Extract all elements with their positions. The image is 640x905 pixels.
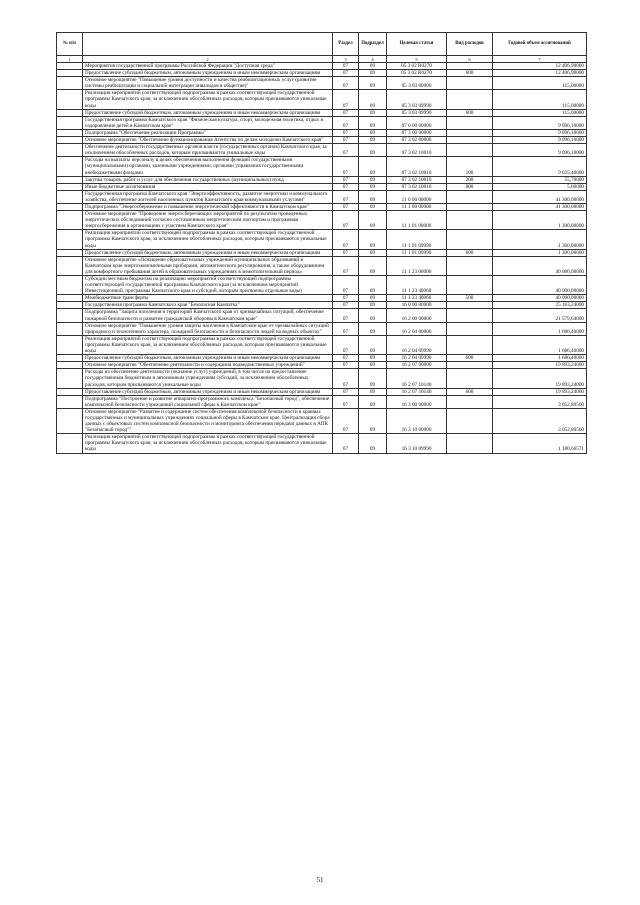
cell-podrazdel: 09 bbox=[359, 256, 387, 275]
cell-num bbox=[57, 230, 83, 249]
header-name bbox=[83, 33, 333, 56]
cell-expense-type: 600 bbox=[447, 355, 493, 362]
cell-razdel: 07 bbox=[333, 434, 359, 453]
cell-amount: 115,00000 bbox=[493, 90, 587, 109]
cell-podrazdel: 09 bbox=[359, 249, 387, 256]
page-number: 51 bbox=[316, 876, 324, 884]
table-body bbox=[57, 63, 587, 454]
cell-razdel: 07 bbox=[333, 144, 359, 157]
cell-amount: 12 406,90000 bbox=[493, 70, 587, 77]
cell-name: Государственная программа Камчатского края "Физическая культура, спорт, молодежная политика, отдых и оздоровление детей в Камчатском крае" bbox=[83, 116, 333, 129]
table-row bbox=[57, 116, 587, 129]
cell-num bbox=[57, 211, 83, 230]
cell-amount: 3 052,80560 bbox=[493, 408, 587, 433]
cell-podrazdel: 09 bbox=[359, 302, 387, 309]
table-row bbox=[57, 302, 587, 309]
cell-amount: 9 096,10000 bbox=[493, 129, 587, 136]
header-num: № п/п bbox=[57, 33, 83, 56]
cell-target-article: 11 1 01 00000 bbox=[387, 211, 447, 230]
cell-name: Иные бюджетные ассигнования bbox=[83, 183, 333, 190]
cell-amount: 41 300,00000 bbox=[493, 190, 587, 203]
cell-podrazdel: 09 bbox=[359, 211, 387, 230]
cell-razdel: 07 bbox=[333, 157, 359, 176]
cell-expense-type bbox=[447, 211, 493, 230]
cell-razdel: 07 bbox=[333, 395, 359, 408]
cell-podrazdel: 09 bbox=[359, 183, 387, 190]
cell-podrazdel: 09 bbox=[359, 137, 387, 144]
column-index: 5 bbox=[387, 56, 447, 63]
cell-name: Предоставление субсидий бюджетным, автономным учреждениям и иным некоммерческим организациям bbox=[83, 249, 333, 256]
cell-name: Реализация мероприятий соответствующей подпрограммы в рамках соответствующей государственной программы Камчатского края, за исключением обособленных расходов, которым присваиваются уникальные коды bbox=[83, 434, 333, 453]
table-row bbox=[57, 109, 587, 116]
cell-num bbox=[57, 388, 83, 395]
cell-name: Предоставление субсидий бюджетным, автономным учреждениям и иным некоммерческим организациям bbox=[83, 355, 333, 362]
cell-expense-type: 600 bbox=[447, 109, 493, 116]
column-index: 2 bbox=[83, 56, 333, 63]
cell-expense-type bbox=[447, 369, 493, 388]
cell-name: Основное мероприятие "Развитие и содержание систем обеспечения комплексной безопасности в краевых государственных и муниципальных учреждениях социальной сферы в Камчатском крае. Централизация сбора данных с объектовых систем комплексной безопасности и мониторинга обеспечения передачи данных в АПК "Безопасный город"" bbox=[83, 408, 333, 433]
cell-name: Предоставление субсидий бюджетным, автономным учреждениям и иным некоммерческим организациям bbox=[83, 109, 333, 116]
cell-target-article: 11 1 23 40060 bbox=[387, 295, 447, 302]
table-row bbox=[57, 249, 587, 256]
cell-target-article: 05 3 03 00000 bbox=[387, 77, 447, 90]
cell-amount: 25 163,24000 bbox=[493, 302, 587, 309]
cell-expense-type bbox=[447, 362, 493, 369]
cell-podrazdel: 09 bbox=[359, 63, 387, 70]
cell-amount: 1 300,00000 bbox=[493, 249, 587, 256]
cell-target-article: 05 3 03 09990 bbox=[387, 109, 447, 116]
cell-num bbox=[57, 369, 83, 388]
cell-target-article: 07 3 02 00000 bbox=[387, 137, 447, 144]
cell-amount: 115,00000 bbox=[493, 109, 587, 116]
cell-amount: 19 893,24000 bbox=[493, 362, 587, 369]
cell-amount: 1 686,40000 bbox=[493, 335, 587, 354]
cell-podrazdel: 09 bbox=[359, 335, 387, 354]
table-row bbox=[57, 230, 587, 249]
cell-num bbox=[57, 70, 83, 77]
cell-name: Предоставление субсидий бюджетным, автономным учреждениям и иным некоммерческим организациям bbox=[83, 388, 333, 395]
cell-num bbox=[57, 157, 83, 176]
cell-razdel: 07 bbox=[333, 70, 359, 77]
cell-expense-type bbox=[447, 116, 493, 129]
cell-target-article: 07 3 02 10010 bbox=[387, 183, 447, 190]
table-row bbox=[57, 77, 587, 90]
cell-amount: 1 300,00000 bbox=[493, 211, 587, 230]
cell-expense-type bbox=[447, 63, 493, 70]
cell-expense-type: 100 bbox=[447, 157, 493, 176]
cell-podrazdel: 09 bbox=[359, 176, 387, 183]
cell-amount: 115,00000 bbox=[493, 77, 587, 90]
cell-expense-type bbox=[447, 137, 493, 144]
cell-num bbox=[57, 408, 83, 433]
cell-amount: 55,70000 bbox=[493, 176, 587, 183]
cell-num bbox=[57, 362, 83, 369]
cell-razdel: 07 bbox=[333, 230, 359, 249]
cell-expense-type bbox=[447, 408, 493, 433]
table-row bbox=[57, 388, 587, 395]
cell-num bbox=[57, 309, 83, 322]
cell-podrazdel: 09 bbox=[359, 395, 387, 408]
cell-razdel: 07 bbox=[333, 129, 359, 136]
cell-target-article: 05 3 02 R0270 bbox=[387, 63, 447, 70]
cell-target-article: 11 1 01 09990 bbox=[387, 249, 447, 256]
cell-razdel: 07 bbox=[333, 322, 359, 335]
cell-razdel: 07 bbox=[333, 355, 359, 362]
cell-num bbox=[57, 203, 83, 210]
cell-name: Расходы на обеспечение деятельности (оказание услуг) учреждений, в том числе на предоставление государственным бюджетным и автономным учреждениям субсидий, за исключением обособленных расходов, которым присваиваются уникальные коды bbox=[83, 369, 333, 388]
cell-podrazdel: 09 bbox=[359, 116, 387, 129]
budget-table bbox=[56, 32, 587, 454]
column-index: 6 bbox=[447, 56, 493, 63]
cell-amount: 19 893,24000 bbox=[493, 369, 587, 388]
cell-target-article: 16 3 10 00000 bbox=[387, 408, 447, 433]
cell-razdel: 07 bbox=[333, 203, 359, 210]
cell-podrazdel: 09 bbox=[359, 276, 387, 295]
cell-expense-type bbox=[447, 230, 493, 249]
cell-num bbox=[57, 183, 83, 190]
cell-amount: 1 686,40000 bbox=[493, 355, 587, 362]
cell-num bbox=[57, 116, 83, 129]
cell-target-article: 11 1 23 00000 bbox=[387, 256, 447, 275]
cell-podrazdel: 09 bbox=[359, 144, 387, 157]
header-row bbox=[57, 33, 587, 56]
cell-amount: 9 035,40000 bbox=[493, 157, 587, 176]
cell-amount: 9 096,10000 bbox=[493, 144, 587, 157]
cell-target-article: 07 3 02 10010 bbox=[387, 176, 447, 183]
cell-name: Межбюджетные трансферты bbox=[83, 295, 333, 302]
cell-num bbox=[57, 434, 83, 453]
cell-amount: 40 000,00000 bbox=[493, 256, 587, 275]
cell-expense-type bbox=[447, 190, 493, 203]
cell-expense-type bbox=[447, 144, 493, 157]
cell-expense-type: 600 bbox=[447, 388, 493, 395]
cell-target-article: 16 2 07 10140 bbox=[387, 388, 447, 395]
header-razdel: Раздел bbox=[333, 33, 359, 56]
cell-num bbox=[57, 129, 83, 136]
table-row bbox=[57, 369, 587, 388]
table-row bbox=[57, 183, 587, 190]
cell-name: Субсидии местным бюджетам на реализацию мероприятий соответствующей подпрограммы соответствующей государственной программы Камчатского края (за исключением мероприятий Инвестиционной, программы Камчатского края и субсидий, которым присвоены отдельные коды) bbox=[83, 276, 333, 295]
cell-razdel: 07 bbox=[333, 77, 359, 90]
cell-razdel: 07 bbox=[333, 295, 359, 302]
cell-amount: 12 406,90000 bbox=[493, 63, 587, 70]
cell-name: Основное мероприятие "Повышение уровня доступности и качества реабилитационных услуг (развитие системы реабилитации и социальной интеграции инвалидов в обществе)" bbox=[83, 77, 333, 90]
cell-target-article: 11 1 01 09990 bbox=[387, 230, 447, 249]
cell-target-article: 07 3 02 10010 bbox=[387, 157, 447, 176]
table-row bbox=[57, 190, 587, 203]
cell-num bbox=[57, 355, 83, 362]
cell-amount: 21 579,64000 bbox=[493, 309, 587, 322]
cell-podrazdel: 09 bbox=[359, 295, 387, 302]
cell-num bbox=[57, 77, 83, 90]
cell-num bbox=[57, 249, 83, 256]
table-row bbox=[57, 63, 587, 70]
cell-podrazdel: 09 bbox=[359, 408, 387, 433]
cell-razdel: 07 bbox=[333, 388, 359, 395]
cell-razdel: 07 bbox=[333, 90, 359, 109]
cell-target-article: 16 3 10 09990 bbox=[387, 434, 447, 453]
table-row bbox=[57, 408, 587, 433]
cell-razdel: 07 bbox=[333, 137, 359, 144]
cell-num bbox=[57, 302, 83, 309]
cell-razdel: 07 bbox=[333, 362, 359, 369]
cell-podrazdel: 09 bbox=[359, 109, 387, 116]
cell-target-article: 16 0 00 00000 bbox=[387, 302, 447, 309]
cell-name: Подпрограмма "Защита населения и территорий Камчатского края от чрезвычайных ситуаций, обеспечение пожарной безопасности и развитие гражданской обороны в Камчатском крае" bbox=[83, 309, 333, 322]
cell-amount: 5,00000 bbox=[493, 183, 587, 190]
table-row bbox=[57, 395, 587, 408]
table-row bbox=[57, 335, 587, 354]
cell-num bbox=[57, 395, 83, 408]
cell-num bbox=[57, 63, 83, 70]
column-index: 3 bbox=[333, 56, 359, 63]
cell-num bbox=[57, 137, 83, 144]
cell-amount: 41 300,00000 bbox=[493, 203, 587, 210]
cell-razdel: 07 bbox=[333, 256, 359, 275]
cell-expense-type: 200 bbox=[447, 176, 493, 183]
cell-num bbox=[57, 276, 83, 295]
cell-num bbox=[57, 322, 83, 335]
cell-name: Подпрограмма "Построение и развитие аппаратно-программного комплекса "Безопасный город", обеспечение комплексной безопасности учреждений социальной сферы в Камчатском крае" bbox=[83, 395, 333, 408]
cell-podrazdel: 09 bbox=[359, 230, 387, 249]
cell-name: Основное мероприятие "Обеспечение деятельности и содержания подведомственных учреждений" bbox=[83, 362, 333, 369]
column-index: 4 bbox=[359, 56, 387, 63]
table-row bbox=[57, 362, 587, 369]
cell-name: Закупка товаров, работ и услуг для обеспечения государственных (муниципальных) нужд bbox=[83, 176, 333, 183]
cell-razdel: 07 bbox=[333, 249, 359, 256]
header-podrazdel: Подраздел bbox=[359, 33, 387, 56]
table-row bbox=[57, 144, 587, 157]
table-row bbox=[57, 256, 587, 275]
cell-num bbox=[57, 144, 83, 157]
header-expense-type: Вид расходов bbox=[447, 33, 493, 56]
table-row bbox=[57, 157, 587, 176]
table-row bbox=[57, 129, 587, 136]
table-row bbox=[57, 203, 587, 210]
cell-razdel: 07 bbox=[333, 116, 359, 129]
cell-target-article: 07 0 00 00000 bbox=[387, 116, 447, 129]
cell-target-article: 16 2 00 00000 bbox=[387, 309, 447, 322]
table-row bbox=[57, 211, 587, 230]
cell-name: Государственная программа Камчатского края "Энергоэффективность, развитие энергетики и коммунального хозяйства, обеспечение жителей населенных пунктов Камчатского края коммунальными услугами" bbox=[83, 190, 333, 203]
cell-amount: 9 096,10000 bbox=[493, 116, 587, 129]
cell-razdel: 07 bbox=[333, 190, 359, 203]
cell-name: Мероприятия государственной программы Российской Федерации "Доступная среда" bbox=[83, 63, 333, 70]
cell-razdel: 07 bbox=[333, 63, 359, 70]
cell-name: Основное мероприятие «Оснащение образовательных учреждений муниципальных образований в Камчатском крае энергоэкономичными приборами, автоматического регулирования, а также оборудованием для комфортного пребывания детей в образовательных учреждениях в межотопительный период» bbox=[83, 256, 333, 275]
cell-razdel: 07 bbox=[333, 109, 359, 116]
header-annual-amount: Годовой объем ассигнований bbox=[493, 33, 587, 56]
cell-podrazdel: 09 bbox=[359, 70, 387, 77]
header-target-article: Целевая статья bbox=[387, 33, 447, 56]
table-row bbox=[57, 90, 587, 109]
table-row bbox=[57, 295, 587, 302]
cell-target-article: 11 1 23 40060 bbox=[387, 276, 447, 295]
cell-expense-type: 500 bbox=[447, 295, 493, 302]
budget-table-container bbox=[56, 32, 586, 454]
cell-expense-type: 600 bbox=[447, 249, 493, 256]
cell-expense-type bbox=[447, 395, 493, 408]
cell-num bbox=[57, 295, 83, 302]
cell-target-article: 16 2 07 10140 bbox=[387, 369, 447, 388]
cell-razdel: 07 bbox=[333, 176, 359, 183]
cell-target-article: 07 3 00 00000 bbox=[387, 129, 447, 136]
cell-amount: 1 300,00000 bbox=[493, 230, 587, 249]
cell-podrazdel: 09 bbox=[359, 309, 387, 322]
cell-razdel: 07 bbox=[333, 309, 359, 322]
cell-expense-type bbox=[447, 90, 493, 109]
cell-razdel: 07 bbox=[333, 369, 359, 388]
column-index-row bbox=[57, 56, 587, 63]
cell-razdel: 07 bbox=[333, 183, 359, 190]
cell-expense-type: 600 bbox=[447, 70, 493, 77]
cell-expense-type bbox=[447, 129, 493, 136]
cell-amount: 40 000,00000 bbox=[493, 295, 587, 302]
cell-podrazdel: 09 bbox=[359, 434, 387, 453]
cell-target-article: 16 2 07 00000 bbox=[387, 362, 447, 369]
cell-amount: 1 180,66571 bbox=[493, 434, 587, 453]
cell-expense-type bbox=[447, 335, 493, 354]
cell-podrazdel: 09 bbox=[359, 388, 387, 395]
cell-expense-type bbox=[447, 203, 493, 210]
cell-name: Подпрограмма "Обеспечение реализации Программы" bbox=[83, 129, 333, 136]
cell-name: Подпрограмма "Энергосбережение и повышение энергетической эффективности в Камчатском крае" bbox=[83, 203, 333, 210]
cell-expense-type bbox=[447, 276, 493, 295]
cell-name: Реализация мероприятий соответствующей подпрограммы в рамках соответствующей государственной программы Камчатского края, за исключением обособленных расходов, которым присваиваются уникальные коды bbox=[83, 335, 333, 354]
cell-num bbox=[57, 256, 83, 275]
cell-expense-type bbox=[447, 302, 493, 309]
cell-amount: 9 096,10000 bbox=[493, 137, 587, 144]
cell-amount: 19 893,24000 bbox=[493, 388, 587, 395]
table-row bbox=[57, 70, 587, 77]
cell-expense-type bbox=[447, 256, 493, 275]
cell-podrazdel: 09 bbox=[359, 77, 387, 90]
cell-amount: 40 000,00000 bbox=[493, 276, 587, 295]
cell-target-article: 07 3 02 10010 bbox=[387, 144, 447, 157]
cell-razdel: 07 bbox=[333, 211, 359, 230]
cell-target-article: 16 2 04 09990 bbox=[387, 355, 447, 362]
table-row bbox=[57, 137, 587, 144]
cell-num bbox=[57, 90, 83, 109]
cell-name: Реализация мероприятий соответствующей подпрограммы в рамках соответствующей государственной программы Камчатского края, за исключением обособленных расходов, которым присваиваются уникальные коды bbox=[83, 230, 333, 249]
table-row bbox=[57, 176, 587, 183]
cell-name: Основное мероприятие "Повышение уровня защиты населения в Камчатском крае от чрезвычайных ситуаций природного и техногенного характера, пожарной безопасности и безопасности людей на водных объектах" bbox=[83, 322, 333, 335]
cell-podrazdel: 09 bbox=[359, 157, 387, 176]
table-row bbox=[57, 309, 587, 322]
column-index: 7 bbox=[493, 56, 587, 63]
cell-target-article: 11 0 00 00000 bbox=[387, 190, 447, 203]
cell-podrazdel: 09 bbox=[359, 129, 387, 136]
cell-expense-type bbox=[447, 322, 493, 335]
cell-podrazdel: 09 bbox=[359, 90, 387, 109]
table-row bbox=[57, 322, 587, 335]
cell-num bbox=[57, 335, 83, 354]
cell-num bbox=[57, 109, 83, 116]
cell-expense-type: 800 bbox=[447, 183, 493, 190]
cell-name: Предоставление субсидий бюджетным, автономным учреждениям и иным некоммерческим организациям bbox=[83, 70, 333, 77]
cell-razdel: 07 bbox=[333, 302, 359, 309]
cell-amount: 3 052,80560 bbox=[493, 395, 587, 408]
cell-target-article: 16 2 04 09990 bbox=[387, 335, 447, 354]
cell-podrazdel: 09 bbox=[359, 322, 387, 335]
cell-name: Расходы на выплаты персоналу в целях обеспечения выполнения функций государственными (муниципальными) органами, казенными учреждениями, органами управления государственными внебюджетными фондами bbox=[83, 157, 333, 176]
cell-name: Основное мероприятие "Проведение энергосберегающих мероприятий по результатам проведенных энергетических обследований согласно составленным энергетическим паспортам и программам энергосбережения в организациях с участием Камчатского края" bbox=[83, 211, 333, 230]
cell-razdel: 07 bbox=[333, 408, 359, 433]
cell-num bbox=[57, 176, 83, 183]
cell-podrazdel: 09 bbox=[359, 355, 387, 362]
cell-razdel: 07 bbox=[333, 276, 359, 295]
cell-name: Обеспечение деятельности государственных органов власти (государственных органов) Камчатского края, за исключением обособленных расходов, которым присваиваются уникальные коды bbox=[83, 144, 333, 157]
column-index: 1 bbox=[57, 56, 83, 63]
cell-razdel: 07 bbox=[333, 335, 359, 354]
cell-podrazdel: 09 bbox=[359, 190, 387, 203]
cell-name: Основное мероприятие "Обеспечение функционирования Агентства по делам молодежи Камчатского края" bbox=[83, 137, 333, 144]
cell-name: Государственная программа Камчатского края "Безопасная Камчатка" bbox=[83, 302, 333, 309]
cell-podrazdel: 09 bbox=[359, 369, 387, 388]
cell-amount: 1 686,40000 bbox=[493, 322, 587, 335]
table-row bbox=[57, 434, 587, 453]
cell-expense-type bbox=[447, 309, 493, 322]
cell-target-article: 11 1 00 00000 bbox=[387, 203, 447, 210]
cell-expense-type bbox=[447, 77, 493, 90]
cell-name: Реализация мероприятий соответствующей подпрограммы в рамках соответствующей государственной программы Камчатского края, за исключением обособленных расходов, которым присваиваются уникальные коды bbox=[83, 90, 333, 109]
cell-target-article: 16 3 00 00000 bbox=[387, 395, 447, 408]
cell-target-article: 05 3 03 09990 bbox=[387, 90, 447, 109]
cell-num bbox=[57, 190, 83, 203]
cell-podrazdel: 09 bbox=[359, 362, 387, 369]
cell-podrazdel: 09 bbox=[359, 203, 387, 210]
table-row bbox=[57, 355, 587, 362]
cell-expense-type bbox=[447, 434, 493, 453]
cell-target-article: 16 2 04 00000 bbox=[387, 322, 447, 335]
table-row bbox=[57, 276, 587, 295]
cell-target-article: 05 3 02 R0270 bbox=[387, 70, 447, 77]
